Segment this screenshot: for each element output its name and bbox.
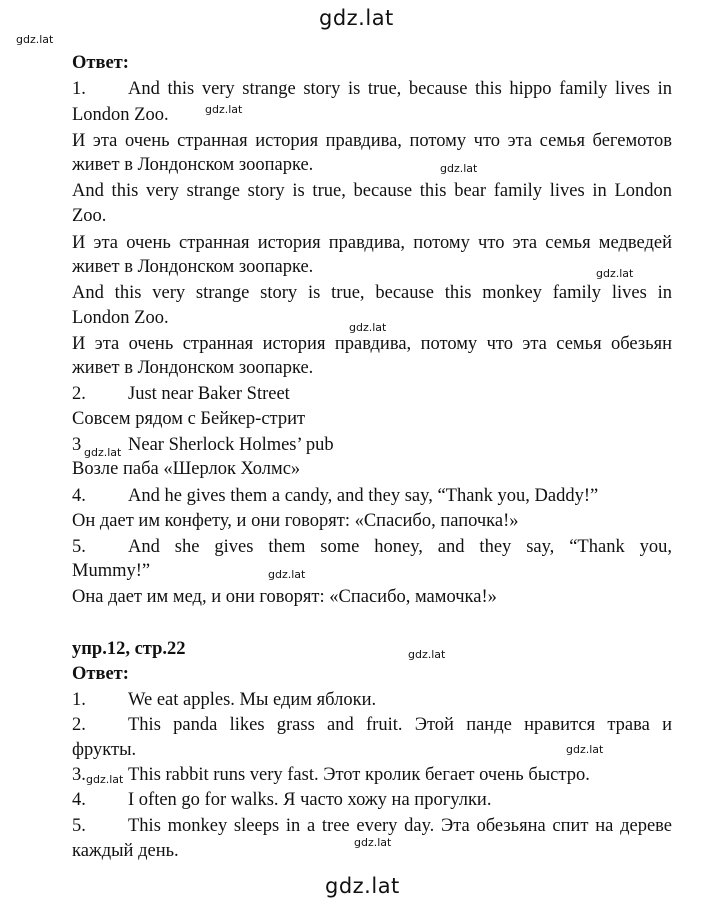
text-line: Возле паба «Шерлок Холмс» <box>72 459 301 479</box>
text-line: 3 Near Sherlock Holmes’ pub <box>72 435 334 455</box>
text-line: 3. This rabbit runs very fast. Этот кролик бегает очень быстро. <box>72 765 590 785</box>
watermark: gdz.lat <box>440 162 478 175</box>
watermark: gdz.lat <box>86 773 124 786</box>
watermark: gdz.lat <box>596 267 634 280</box>
watermark: gdz.lat <box>349 321 387 334</box>
watermark: gdz.lat <box>84 446 122 459</box>
text-line: 2. This panda likes grass and fruit. Этой панде нравится трава и <box>72 715 672 735</box>
text-line: Zoo. <box>72 206 107 226</box>
answer-heading: Ответ: <box>72 53 129 73</box>
text-line: 1. And this very strange story is true, because this hippo family lives in <box>72 79 672 99</box>
watermark: gdz.lat <box>566 743 604 756</box>
watermark-bottom: gdz.lat <box>325 874 400 898</box>
text-line: Mummy!” <box>72 561 151 581</box>
text-line: 4. I often go for walks. Я часто хожу на прогулки. <box>72 790 492 810</box>
text-line: 5. This monkey sleeps in a tree every day. Эта обезьяна спит на дереве <box>72 816 672 836</box>
text-line: каждый день. <box>72 841 179 861</box>
text-line: Он дает им конфету, и они говорят: «Спасибо, папочка!» <box>72 511 519 531</box>
text-line: 4. And he gives them a candy, and they say, “Thank you, Daddy!” <box>72 486 599 506</box>
text-line: фрукты. <box>72 740 137 760</box>
watermark: gdz.lat <box>408 648 446 661</box>
text-line: And this very strange story is true, because this bear family lives in London <box>72 181 672 201</box>
exercise-heading: упр.12, стр.22 <box>72 639 186 659</box>
text-line: И эта очень странная история правдива, потому что эта семья медведей <box>72 233 672 253</box>
text-line: 1. We eat apples. Мы едим яблоки. <box>72 690 377 710</box>
text-line: живет в Лондонском зоопарке. <box>72 155 314 175</box>
text-line: And this very strange story is true, because this monkey family lives in <box>72 283 672 303</box>
text-line: London Zoo. <box>72 105 169 125</box>
answer-heading: Ответ: <box>72 664 129 684</box>
text-line: живет в Лондонском зоопарке. <box>72 358 314 378</box>
text-line: 5. And she gives them some honey, and they say, “Thank you, <box>72 537 672 557</box>
watermark: gdz.lat <box>16 33 54 46</box>
text-line: И эта очень странная история правдива, потому что эта семья обезьян <box>72 334 672 354</box>
text-line: London Zoo. <box>72 308 169 328</box>
watermark: gdz.lat <box>268 568 306 581</box>
text-line: И эта очень странная история правдива, потому что эта семья бегемотов <box>72 131 672 151</box>
watermark-top: gdz.lat <box>319 6 394 30</box>
watermark: gdz.lat <box>354 836 392 849</box>
text-line: живет в Лондонском зоопарке. <box>72 257 314 277</box>
text-line: Совсем рядом с Бейкер-стрит <box>72 409 306 429</box>
text-line: 2. Just near Baker Street <box>72 384 290 404</box>
text-line: Она дает им мед, и они говорят: «Спасибо, мамочка!» <box>72 587 497 607</box>
watermark: gdz.lat <box>205 103 243 116</box>
